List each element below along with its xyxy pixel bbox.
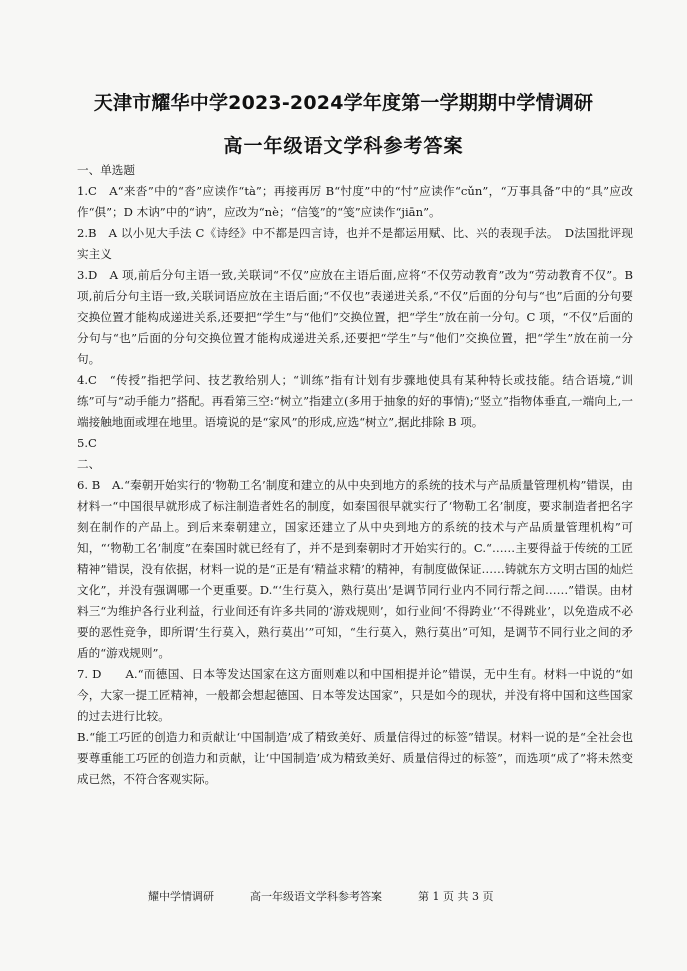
answer-item-5: 5.C (77, 436, 97, 450)
answer-item-1: 1.C A“来沓”中的“沓”应读作“tà”；再接再厉 B“忖度”中的“忖”应读作“cǔn”，“万事具备”中的“具”应改作“俱”；D 木讷”中的“讷”，应改为“nè；“信笺”的“笺”应读作“jiān”。 (77, 184, 633, 219)
footer-school: 耀中学情调研 (148, 890, 214, 903)
answer-item-6: 6. B A.“秦朝开始实行的‘物勒工名’制度和建立的从中央到地方的系统的技术与产品质量管理机构”错误，由材料一“中国很早就形成了标注制造者姓名的制度，如秦国很早就实行了‘物勒工名’制度，要求制造者把名字刻在制作的产品上。到后来秦朝建立，国家还建立了从中央到地方的系统的技术与产品质量管理机构”可知，“‘物勒工名’制度”在秦国时就已经有了，并不是到秦朝时才开始实行的。C.“……主要得益于传统的工匠精神”错误，没有依据，材料一说的是“正是有‘精益求精’的精神，有制度做保证……铸就东方文明古国的灿烂文化”，并没有强调哪一个更重要。D.“‘生行莫入，熟行莫出’是调节同行业内不同行帮之间……”错误。由材料三“为维护各行业利益，行业间还有许多共同的‘游戏规则’，如行业间‘不得跨业’‘不得跳业’，以免造成不必要的恶性竞争，即所谓‘生行莫入，熟行莫出’”可知，“生行莫入，熟行莫出”可知，是调节不同行业之间的矛盾的“游戏规则”。 (77, 478, 633, 660)
section-heading-single-choice: 一、单选题 (77, 163, 135, 177)
answer-item-7: 7. D A.“而德国、日本等发达国家在这方面则难以和中国相提并论”错误，无中生有。材料一中说的“如今，大家一提工匠精神，一般都会想起德国、日本等发达国家”，只是如今的现状，并没有将中国和这些国家的过去进行比较。 (77, 667, 633, 723)
answer-item-2: 2.B A 以小见大手法 C《诗经》中不都是四言诗，也并不是都运用赋、比、兴的表现手法。 D法国批评现实主义 (77, 226, 633, 261)
answer-item-3: 3.D A 项,前后分句主语一致,关联词“不仅”应放在主语后面,应将“不仅劳动教育”改为“劳动教育不仅”。B 项,前后分句主语一致,关联词语应放在主语后面;“不仅也”表递进关系,“不仅”后面的分句与“也”后面的分句要交换位置才能构成递进关系,还要把“学生”与“他们”交换位置，把“学生”放在前一分句。C 项，“不仅”后面的分句与“也”后面的分句交换位置才能构成递进关系,还要把“学生”与“他们”交换位置，把“学生”放在前一分句。 (77, 268, 633, 366)
page-footer (148, 888, 568, 904)
footer-page-number: 第 1 页 共 3 页 (418, 890, 494, 903)
answer-body (77, 160, 633, 790)
document-title: 天津市耀华中学2023-2024学年度第一学期期中学情调研 (93, 92, 594, 114)
document-subtitle: 高一年级语文学科参考答案 (223, 135, 464, 157)
answer-item-7b: B.“能工巧匠的创造力和贡献让‘中国制造’成了精致美好、质量信得过的标签”错误。材料一说的是“全社会也要尊重能工巧匠的创造力和贡献，让‘中国制造’成为精致美好、质量信得过的标签”，而选项“成了”将未然变成已然，不符合客观实际。 (77, 730, 633, 786)
footer-doc-title: 高一年级语文学科参考答案 (250, 890, 382, 903)
section-heading-two: 二、 (77, 457, 101, 471)
answer-item-4: 4.C “传授”指把学问、技艺教给别人；“训练”指有计划有步骤地使具有某种特长或技能。结合语境,“训练”可与“动手能力”搭配。再看第三空:“树立”指建立(多用于抽象的好的事情);“竖立”指物体垂直,一端向上,一端接触地面或埋在地里。语境说的是“家风”的形成,应选“树立”,据此排除 B 项。 (77, 373, 633, 429)
